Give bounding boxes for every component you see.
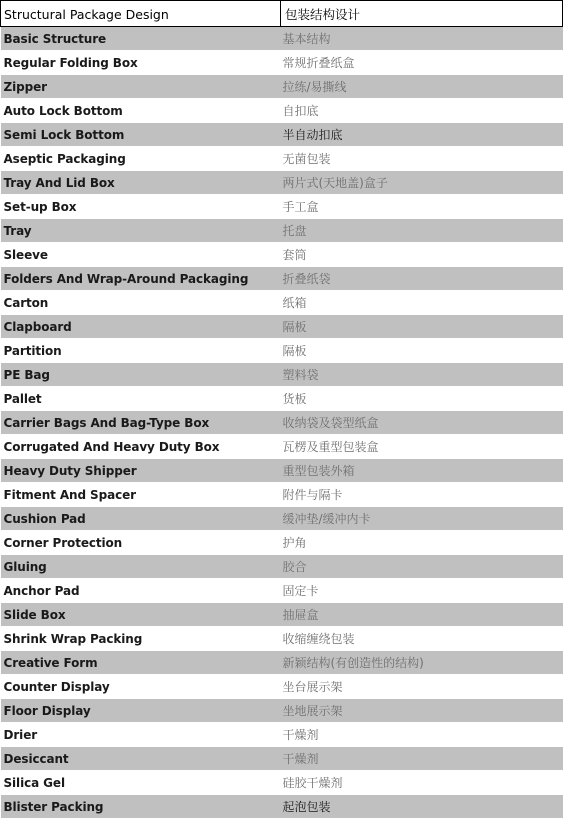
term-chinese: 常规折叠纸盒 — [281, 51, 563, 75]
term-chinese: 新颖结构(有创造性的结构) — [281, 651, 563, 675]
term-english: Set-up Box — [1, 195, 281, 219]
term-english: Slide Box — [1, 603, 281, 627]
header-english: Structural Package Design — [1, 1, 281, 27]
term-chinese: 胶合 — [281, 555, 563, 579]
term-chinese: 坐台展示架 — [281, 675, 563, 699]
term-english: Desiccant — [1, 747, 281, 771]
term-english: Creative Form — [1, 651, 281, 675]
term-chinese: 纸箱 — [281, 291, 563, 315]
term-chinese: 托盘 — [281, 219, 563, 243]
term-chinese: 重型包装外箱 — [281, 459, 563, 483]
table-row — [1, 51, 563, 75]
table-row — [1, 195, 563, 219]
term-chinese: 抽屉盒 — [281, 603, 563, 627]
term-chinese: 基本结构 — [281, 27, 563, 51]
term-chinese: 隔板 — [281, 315, 563, 339]
term-chinese: 缓冲垫/缓冲内卡 — [281, 507, 563, 531]
term-english: Sleeve — [1, 243, 281, 267]
table-row — [1, 291, 563, 315]
term-chinese: 收纳袋及袋型纸盒 — [281, 411, 563, 435]
table-row — [1, 147, 563, 171]
term-english: Shrink Wrap Packing — [1, 627, 281, 651]
term-english: Aseptic Packaging — [1, 147, 281, 171]
table-row — [1, 507, 563, 531]
term-english: Corner Protection — [1, 531, 281, 555]
term-english: Tray And Lid Box — [1, 171, 281, 195]
term-chinese: 套筒 — [281, 243, 563, 267]
term-english: Tray — [1, 219, 281, 243]
table-row — [1, 387, 563, 411]
header-chinese: 包装结构设计 — [281, 1, 563, 27]
term-english: Silica Gel — [1, 771, 281, 795]
term-chinese: 硅胶干燥剂 — [281, 771, 563, 795]
term-english: Counter Display — [1, 675, 281, 699]
table-row — [1, 339, 563, 363]
term-english: Clapboard — [1, 315, 281, 339]
table-row — [1, 603, 563, 627]
term-english: Regular Folding Box — [1, 51, 281, 75]
term-english: Drier — [1, 723, 281, 747]
term-chinese: 起泡包装 — [281, 795, 563, 819]
term-english: Pallet — [1, 387, 281, 411]
term-english: Heavy Duty Shipper — [1, 459, 281, 483]
table-row — [1, 363, 563, 387]
table-row — [1, 315, 563, 339]
term-chinese: 附件与隔卡 — [281, 483, 563, 507]
term-chinese: 拉练/易撕线 — [281, 75, 563, 99]
table-row — [1, 723, 563, 747]
term-english: Semi Lock Bottom — [1, 123, 281, 147]
table-row — [1, 651, 563, 675]
term-english: PE Bag — [1, 363, 281, 387]
term-english: Auto Lock Bottom — [1, 99, 281, 123]
table-row — [1, 579, 563, 603]
table-row — [1, 171, 563, 195]
term-english: Partition — [1, 339, 281, 363]
term-chinese: 隔板 — [281, 339, 563, 363]
table-row — [1, 531, 563, 555]
table-row — [1, 435, 563, 459]
table-row — [1, 411, 563, 435]
term-chinese: 固定卡 — [281, 579, 563, 603]
table-row — [1, 675, 563, 699]
table-row — [1, 747, 563, 771]
term-chinese: 两片式(天地盖)盒子 — [281, 171, 563, 195]
table-row — [1, 267, 563, 291]
table-row — [1, 555, 563, 579]
table-row — [1, 99, 563, 123]
table-row — [1, 459, 563, 483]
term-chinese: 自扣底 — [281, 99, 563, 123]
glossary-table-body — [1, 1, 563, 819]
term-chinese: 塑料袋 — [281, 363, 563, 387]
term-chinese: 坐地展示架 — [281, 699, 563, 723]
term-chinese: 收缩缠绕包装 — [281, 627, 563, 651]
table-row — [1, 699, 563, 723]
term-english: Blister Packing — [1, 795, 281, 819]
table-row — [1, 627, 563, 651]
term-english: Basic Structure — [1, 27, 281, 51]
table-row — [1, 771, 563, 795]
term-chinese: 折叠纸袋 — [281, 267, 563, 291]
term-english: Zipper — [1, 75, 281, 99]
term-chinese: 干燥剂 — [281, 747, 563, 771]
table-row — [1, 123, 563, 147]
term-chinese: 无菌包装 — [281, 147, 563, 171]
table-header-row — [1, 1, 563, 27]
term-chinese: 手工盒 — [281, 195, 563, 219]
table-row — [1, 75, 563, 99]
term-english: Gluing — [1, 555, 281, 579]
term-english: Carton — [1, 291, 281, 315]
table-row — [1, 483, 563, 507]
term-chinese: 货板 — [281, 387, 563, 411]
table-row — [1, 795, 563, 819]
term-english: Carrier Bags And Bag-Type Box — [1, 411, 281, 435]
term-english: Folders And Wrap-Around Packaging — [1, 267, 281, 291]
term-chinese: 半自动扣底 — [281, 123, 563, 147]
term-english: Cushion Pad — [1, 507, 281, 531]
table-row — [1, 219, 563, 243]
term-chinese: 干燥剂 — [281, 723, 563, 747]
term-english: Fitment And Spacer — [1, 483, 281, 507]
table-row — [1, 243, 563, 267]
term-chinese: 瓦楞及重型包装盒 — [281, 435, 563, 459]
term-english: Anchor Pad — [1, 579, 281, 603]
term-chinese: 护角 — [281, 531, 563, 555]
term-english: Corrugated And Heavy Duty Box — [1, 435, 281, 459]
term-english: Floor Display — [1, 699, 281, 723]
table-row — [1, 27, 563, 51]
